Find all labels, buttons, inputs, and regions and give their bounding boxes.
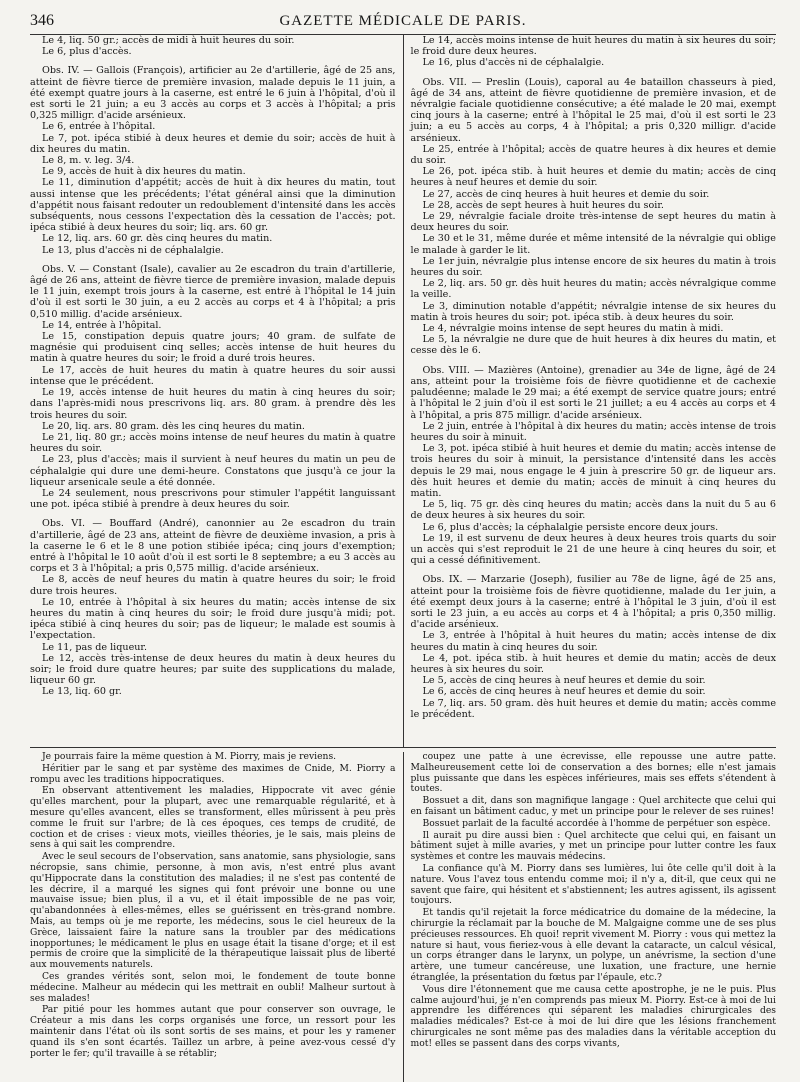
observation-paragraph: Le 14, accès moins intense de huit heures du matin à six heures du soir; le froid dure deux heures. (410, 35, 776, 58)
observation-paragraph: Obs. IV. — Gallois (François), artificier au 2e d'artillerie, âgé de 25 ans, atteint de fièvre tierce de première invasion, malade depuis le 11 juin, a été exempt quatre jours à la caserne, est entré le 6 juin à l'hôpital, d'où il est sorti le 21 juin; a eu 3 accès au corps et 3 accès à l'hôpital; a pris 0,325 milligr. d'acide arsénieux. (30, 65, 396, 122)
observation-paragraph: Le 8, m. v. leg. 3/4. (42, 155, 135, 167)
observation-paragraph: Le 3, pot. ipéca stibié à huit heures et demie du matin; accès intense de trois heures du soir à minuit, la persistance d'intensité dans les accès depuis le 29 mai, nous engage le 4 juin à prescrire 50 gr. de liqueur ars. dès huit heures et demie du matin; accès de minuit à cinq heures du matin. (410, 443, 776, 499)
observation-paragraph: Le 4, pot. ipéca stib. à huit heures et demie du matin; accès de deux heures à six heures du soir. (410, 652, 776, 675)
observation-paragraph: Le 14, entrée à l'hôpital. (42, 319, 162, 331)
page-number: 346 (30, 12, 54, 29)
observation-paragraph: Le 19, accès intense de huit heures du matin à cinq heures du soir; dans l'après-midi nous prescrivons liq. ars. 80 gram. à prendre dès les trois heures du soir. (30, 387, 396, 421)
observation-paragraph: Obs. VIII. — Mazières (Antoine), grenadier au 34e de ligne, âgé de 24 ans, atteint pour la troisième fois de fièvre quotidienne et de cachexie paludéenne; malade le 29 mai; a été exempt de service quatre jours; entré à l'hôpital le 2 juin d'où il est sorti le 21 juillet; a eu 4 accès au corps et 4 à l'hôpital, a pris 875 milligr. d'acide arsénieux. (410, 364, 776, 421)
observation-paragraph: Obs. VII. — Preslin (Louis), caporal au 4e bataillon chasseurs à pied, âgé de 34 ans, atteint de fièvre quotidienne de première invasion, et de névralgie faciale quotidienne consécutive; a été malade le 20 mai, exempt cinq jours à la caserne; entré à l'hôpital le 25 mai, d'où il est sorti le 23 juin; a eu 5 accès au corps, 4 à l'hôpital; a pris 0,320 milligr. d'acide arsénieux. (410, 76, 776, 144)
observation-paragraph: Le 26, pot. ipéca stib. à huit heures et demie du matin; accès de cinq heures à neuf heures et demie du soir. (410, 166, 776, 189)
observation-paragraph: Le 4, névralgie moins intense de sept heures du matin à midi. (422, 323, 724, 335)
observation-paragraph: Obs. VI. — Bouffard (André), canonnier au 2e escadron du train d'artillerie, âgé de 23 ans, atteint de fièvre de deuxième invasion, a pris à la caserne le 6 et le 8 une potion stibiée ipéca; cinq jours d'exemption; entré à l'hôpital le 10 août d'où il est sorti le 8 septembre; a eu 3 accès au corps et 3 à l'hôpital; a pris 0,575 millig. d'acide arsénieux. (30, 518, 396, 575)
observations-left-column (30, 35, 404, 747)
observation-paragraph: Le 5, la névralgie ne dure que de huit heures à dix heures du matin, et cesse dès le 6. (410, 334, 776, 357)
essay-paragraph: Avec le seul secours de l'observation, sans anatomie, sans physiologie, sans nécropsie, sans chimie, personne, à mon avis, n'est entré plus avant qu'Hippocrate dans la constitution des maladies; il ne s'est pas contenté de les décrire, il a marqué les signes qui font prévoir une bonne ou une mauvaise issue; bien plus, il a vu, et il était impossible de ne pas voir, qu'abandonnées à elles-mêmes, elles se guérissent en très-grand nombre. Mais, au temps où je me reporte, les médecins, sous le ciel heureux de la Grèce, laissaient faire la nature sans la troubler par des médications inopportunes; le médicament le plus en usage était la tisane d'orge; et il est permis de croire que la simplicité de la thérapeutique laissait plus de liberté aux mouvements naturels. (30, 851, 396, 971)
observation-paragraph: Le 6, entrée à l'hôpital. (42, 121, 156, 133)
observation-paragraph: Obs. V. — Constant (Isale), cavalier au 2e escadron du train d'artillerie, âgé de 26 ans, atteint de fièvre tierce de première invasion, malade depuis le 11 juin, exempt trois jours à la caserne, est entré à l'hôpital le 14 juin d'où il est sorti le 30 juin, a eu 2 accès au corps et 4 à l'hôpital; a pris 0,510 millig. d'acide arsénieux. (30, 263, 396, 320)
essay-paragraph: Je pourrais faire la même question à M. Piorry, mais je reviens. (42, 752, 337, 762)
observation-paragraph: Le 5, liq. 75 gr. dès cinq heures du matin; accès dans la nuit du 5 au 6 de deux heures à six heures du soir. (410, 499, 776, 522)
observation-paragraph: Le 1er juin, névralgie plus intense encore de six heures du matin à trois heures du soir. (410, 255, 776, 279)
observation-paragraph: Obs. IX. — Marzarie (Joseph), fusilier au 78e de ligne, âgé de 25 ans, atteint pour la troisième fois de fièvre quotidienne, malade du 1er juin, a été exempt deux jours à la caserne; entré à l'hôpital le 3 juin, d'où il est sorti le 23 juin, a eu accès au corps et 4 à l'hôpital; a pris 0,350 millig. d'acide arsénieux. (410, 574, 776, 631)
observation-paragraph: Le 27, accès de cinq heures à huit heures et demie du soir. (422, 188, 710, 200)
observation-paragraph: Le 2 juin, entrée à l'hôpital à dix heures du matin; accès intense de trois heures du soir à minuit. (410, 420, 776, 443)
observation-paragraph: Le 13, liq. 60 gr. (42, 686, 122, 698)
journal-title: GAZETTE MÉDICALE DE PARIS. (279, 13, 527, 29)
observation-paragraph: Le 3, diminution notable d'appétit; névralgie intense de six heures du matin à trois heures du soir; pot. ipéca stib. à deux heures du soir. (410, 300, 776, 323)
essay-paragraph: Bossuet a dit, dans son magnifique langage : Quel architecte que celui qui en faisant un bâtiment caduc, y met un principe pour le relever de ses ruines! (410, 795, 776, 817)
essay-section (30, 748, 776, 1082)
observation-paragraph: Le 3, entrée à l'hôpital à huit heures du matin; accès intense de dix heures du matin à cinq heures du soir. (410, 630, 776, 653)
observation-paragraph: Le 23, plus d'accès; mais il survient à neuf heures du matin un peu de céphalalgie qui dure une demi-heure. Constatons que jusqu'à ce jour la liqueur arsenicale seule a été donnée. (30, 454, 396, 488)
observation-paragraph: Le 30 et le 31, même durée et même intensité de la névralgie qui oblige le malade à garder le lit. (410, 233, 776, 256)
observation-paragraph: Le 4, liq. 50 gr.; accès de midi à huit heures du soir. (42, 35, 295, 46)
essay-paragraph: En observant attentivement les maladies, Hippocrate vit avec génie qu'elles marchent, pour la plupart, avec une remarquable régularité, et à mesure qu'elles avancent, elles se transforment, elles mûrissent à peu près comme le fruit sur l'arbre; de là ces époques, ces temps de crudité, de coction et de crises : vieux mots, vieilles théories, je le sais, mais pleins de sens à qui sait les comprendre. (30, 785, 396, 851)
observation-paragraph: Le 25, entrée à l'hôpital; accès de quatre heures à dix heures et demie du soir. (410, 143, 776, 167)
observation-paragraph: Le 11, diminution d'appétit; accès de huit à dix heures du matin, tout aussi intense que les précédents; l'état général ainsi que la diminution d'appétit nous faisant redouter un redoublement d'intensité dans les accès subséquents, nous cessons l'expectation dès la cessation de l'accès; pot. ipéca stibié à deux heures du soir; liq. ars. 60 gr. (30, 177, 396, 234)
observation-paragraph: Le 19, il est survenu de deux heures à deux heures trois quarts du soir un accès qui s'est reproduit le 21 de une heure à cinq heures du soir, et qui a cessé définitivement. (410, 532, 776, 567)
essay-paragraph: coupez une patte à une écrevisse, elle repousse une autre patte. Malheureusement cette loi de conservation a des bornes; elle n'est jamais plus puissante que dans les espèces inférieures, mais ses effets s'étendent à toutes. (410, 752, 776, 795)
observation-paragraph: Le 6, plus d'accès. (42, 46, 132, 58)
observation-paragraph: Le 12, liq. ars. 60 gr. dès cinq heures du matin. (42, 233, 273, 245)
observation-paragraph: Le 24 seulement, nous prescrivons pour stimuler l'appétit languissant une pot. ipéca stibié à prendre à deux heures du soir. (30, 487, 396, 511)
observation-paragraph: Le 7, liq. ars. 50 gram. dès huit heures et demie du matin; accès comme le précédent. (410, 697, 776, 720)
essay-paragraph: Ces grandes vérités sont, selon moi, le fondement de toute bonne médecine. Malheur au médecin qui les mettrait en oubli! Malheur surtout à ses malades! (30, 970, 396, 1004)
essay-paragraph: Bossuet parlait de la faculté accordée à l'homme de perpétuer son espèce. (422, 817, 771, 829)
observation-paragraph: Le 29, névralgie faciale droite très-intense de sept heures du matin à deux heures du soir. (410, 211, 776, 234)
essay-paragraph: Il aurait pu dire aussi bien : Quel architecte que celui qui, en faisant un bâtiment sujet à mille avaries, y met un principe pour lutter contre les faux systèmes et contre les mauvais médecins. (410, 829, 776, 863)
observation-paragraph: Le 9, accès de huit à dix heures du matin. (42, 166, 246, 178)
observation-paragraph: Le 21, liq. 80 gr.; accès moins intense de neuf heures du matin à quatre heures du soir. (30, 431, 396, 455)
essay-paragraph: La confiance qu'à M. Piorry dans ses lumières, lui ôte celle qu'il doit à la nature. Vous l'avez tous entendu comme moi; il n'y a, dit-il, que ceux qui ne savent que faire, qui hésitent et s'abstiennent; les autres agissent, ils agissent toujours. (410, 862, 776, 907)
observation-paragraph: Le 6, accès de cinq heures à neuf heures et demie du soir. (422, 686, 706, 698)
essay-right-column (404, 752, 777, 1082)
essay-paragraph: Par pitié pour les hommes autant que pour conserver son ouvrage, le Créateur a mis dans les corps organisés une force, un ressort pour les maintenir dans l'état où ils sont sortis de ses mains, et pour les y ramener quand ils s'en sont écartés. Taillez un arbre, à peine avez-vous cessé d'y porter le fer; qu'il travaille à se rétablir; (30, 1004, 396, 1059)
clinical-observations-section (30, 35, 776, 748)
observation-paragraph: Le 13, plus d'accès ni de céphalalgie. (42, 244, 224, 256)
observation-paragraph: Le 8, accès de neuf heures du matin à quatre heures du soir; le froid dure trois heures. (30, 574, 396, 597)
observation-paragraph: Le 16, plus d'accès ni de céphalalgie. (422, 57, 605, 69)
observation-paragraph: Le 10, entrée à l'hôpital à six heures du matin; accès intense de six heures du matin à cinq heures du soir; le froid dure jusqu'à midi; pot. ipéca stibié à cinq heures du soir; pas de liqueur; le malade est soumis à l'expectation. (30, 596, 396, 642)
observation-paragraph: Le 5, accès de cinq heures à neuf heures et demie du soir. (422, 675, 706, 687)
observation-paragraph: Le 2, liq. ars. 50 gr. dès huit heures du matin; accès névralgique comme la veille. (410, 278, 776, 301)
essay-paragraph: Vous dire l'étonnement que me causa cette apostrophe, je ne le puis. Plus calme aujourd'hui, je n'en comprends pas mieux M. Piorry. Est-ce à moi de lui apprendre les différences qui séparent les maladies chirurgicales des maladies médicales? Est-ce à moi de lui dire que les lésions franchement chirurgicales ne sont même pas des maladies dans la véritable acception du mot! elles se passent dans des corps vivants, (410, 983, 776, 1049)
observation-paragraph: Le 20, liq. ars. 80 gram. dès les cinq heures du matin. (42, 420, 305, 432)
observation-paragraph: Le 12, accès très-intense de deux heures du matin à deux heures du soir; le froid dure quatre heures; par suite des supplications du malade, liqueur 60 gr. (30, 652, 396, 687)
observation-paragraph: Le 17, accès de huit heures du matin à quatre heures du soir aussi intense que le précédent. (30, 364, 396, 387)
essay-paragraph: Et tandis qu'il rejetait la force médicatrice du domaine de la médecine, la chirurgie la réclamait par la bouche de M. Malgaigne comme une de ses plus précieuses ressources. Eh quoi! reprit vivement M. Piorry : vous qui mettez la nature si haut, vous fieriez-vous à elle devant la cataracte, un calcul vésical, un corps étranger dans le larynx, un polype, un anévrisme, la section d'une artère, une tumeur cancéreuse, une luxation, une fracture, une hernie étranglée, la présentation du fœtus par l'épaule, etc.? (410, 907, 776, 983)
observations-right-column (404, 35, 777, 747)
observation-paragraph: Le 7, pot. ipéca stibié à deux heures et demie du soir; accès de huit à dix heures du matin. (30, 132, 396, 155)
observation-paragraph: Le 28, accès de sept heures à huit heures du soir. (422, 199, 664, 211)
observation-paragraph: Le 15, constipation depuis quatre jours; 40 gram. de sulfate de magnésie qui produisent cinq selles; accès intense de huit heures du matin à quatre heures du soir; le froid a duré trois heures. (30, 331, 396, 365)
essay-left-column (30, 752, 404, 1082)
essay-paragraph: Héritier par le sang et par système des maximes de Cnide, M. Piorry a rompu avec les traditions hippocratiques. (30, 762, 396, 785)
observation-paragraph: Le 6, plus d'accès; la céphalalgie persiste encore deux jours. (422, 521, 719, 533)
page-header (30, 12, 776, 35)
observation-paragraph: Le 11, pas de liqueur. (42, 641, 148, 653)
